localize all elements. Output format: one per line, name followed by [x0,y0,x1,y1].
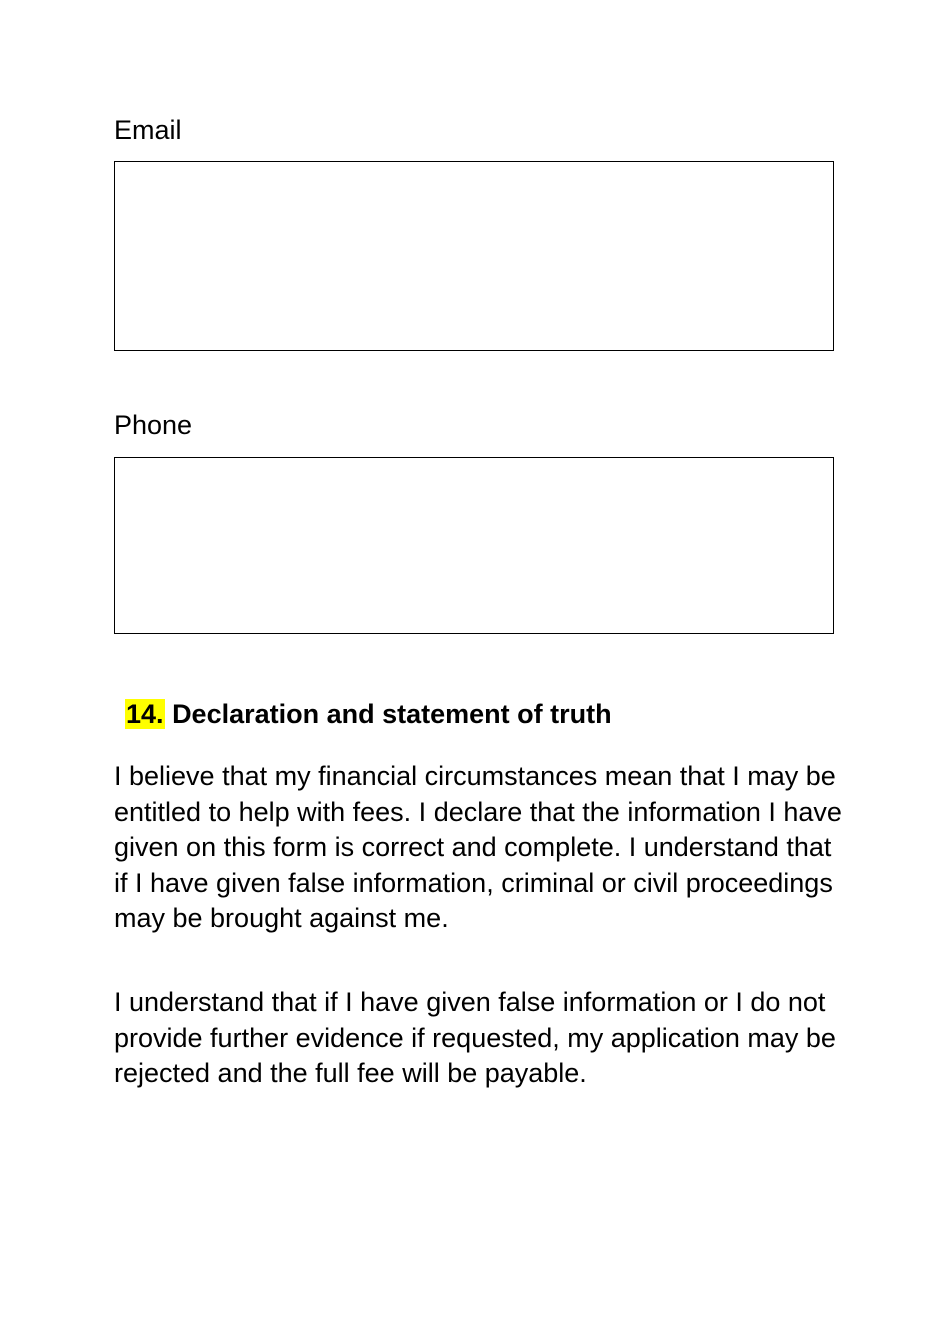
declaration-paragraph-1: I believe that my financial circumstances mean that I may be entitled to help with fees. I declare that the information I have given on this form is correct and complete. I understand that if I have given false information, criminal or civil proceedings may be brought against me. [114,761,842,933]
phone-field[interactable] [114,457,834,634]
section-number: 14. [126,699,164,729]
declaration-paragraph-2: I understand that if I have given false information or I do not provide further evidence if requested, my application may be rejected and the full fee will be payable. [114,987,836,1088]
email-field[interactable] [114,161,834,351]
email-label: Email [114,115,182,145]
section-heading [125,697,612,731]
section-title: Declaration and statement of truth [172,699,612,729]
phone-label: Phone [114,410,193,440]
